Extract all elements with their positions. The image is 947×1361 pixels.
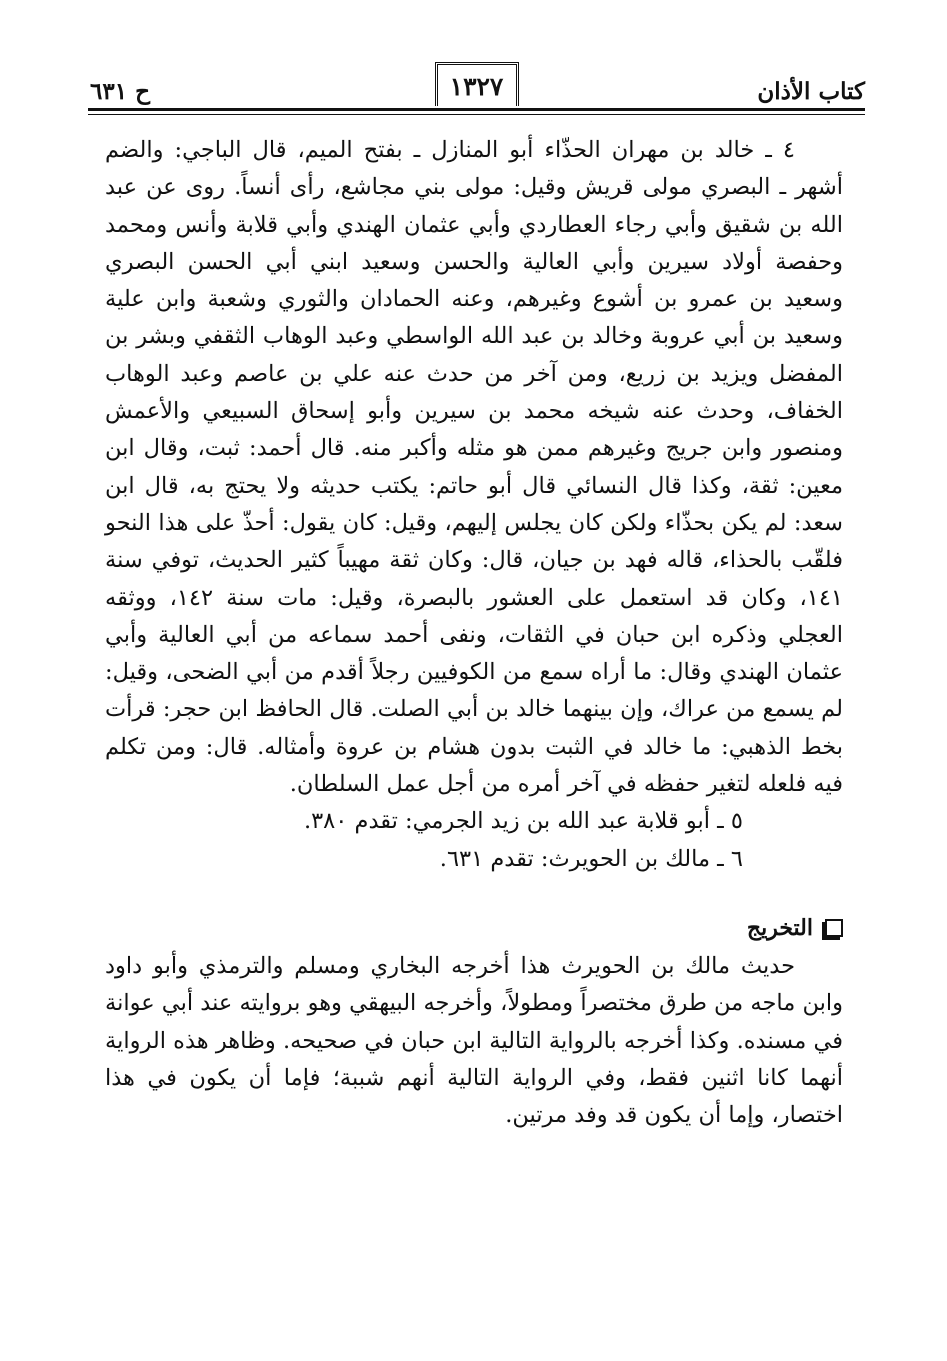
narrator-reference-5: ٥ ـ أبو قلابة عبد الله بن زيد الجرمي: تقدم ٣٨٠. [303, 808, 743, 835]
takhrij-text: حديث مالك بن الحويرث هذا أخرجه البخاري ومسلم والترمذي وأبو داود وابن ماجه من طرق مختصراً ومطولاً، وأخرجه البيهقي وهو بروايته عند أبي عوانة في مسنده. وكذا أخرجه بالرواية التالية ابن حبان في صحيحه. وظاهر هذه الرواية أنهما كانا اثنين فقط، وفي الرواية التالية أنهم شببة؛ فإما أن يكون في هذا اختصار، وإما أن يكون قد وفد مرتين. [105, 952, 843, 1129]
takhrij-heading [105, 908, 843, 948]
header-rule-thin [88, 114, 865, 115]
header-rule [88, 108, 865, 111]
page-header [88, 70, 865, 120]
hadith-reference: ح ٦٣١ [90, 78, 150, 105]
narrator-reference-6: ٦ ـ مالك بن الحويرث: تقدم ٦٣١. [439, 845, 743, 872]
square-bullet-icon [825, 919, 843, 937]
page-content [105, 132, 843, 1134]
takhrij-heading-label: التخريج [746, 914, 813, 941]
page-number: ١٣٢٧ [435, 62, 519, 106]
narrator-biography: ٤ ـ خالد بن مهران الحذّاء أبو المنازل ـ بفتح الميم، قال الباجي: والضم أشهر ـ البصري مولى قريش وقيل: مولى بني مجاشع، رأى أنساً. روى عن عبد الله بن شقيق وأبي رجاء العطاردي وأبي عثمان الهندي وأبي قلابة وأنس ومحمد وحفصة أولاد سيرين وأبي العالية والحسن وسعيد ابني أبي الحسن البصري وسعيد بن عمرو بن أشوع وغيرهم، وعنه الحمادان والثوري وشعبة وابن علية وسعيد بن أبي عروبة وخالد بن عبد الله الواسطي وعبد الوهاب الثقفي وبشر بن المفضل ويزيد بن زريع، ومن آخر من حدث عنه علي بن عاصم وعبد الوهاب الخفاف، وحدث عنه شيخه محمد بن سيرين وأبو إسحاق السبيعي والأعمش ومنصور وابن جريج وغيرهم ممن هو مثله وأكبر منه. قال أحمد: ثبت، وقال ابن معين: ثقة، وكذا قال النسائي قال أبو حاتم: يكتب حديثه ولا يحتج به، قال ابن سعد: لم يكن بحذّاء ولكن كان يجلس إليهم، وقيل: كان يقول: أحذّ على هذا النحو فلقّب بالحذاء، قاله فهد بن جيان، قال: وكان ثقة مهيباً كثير الحديث، توفي سنة ١٤١، وكان قد استعمل على العشور بالبصرة، وقيل: مات سنة ١٤٢، ووثقه العجلي وذكره ابن حبان في الثقات، ونفى أحمد سماعه من أبي العالية وأبي عثمان الهندي وقال: ما أراه سمع من الكوفيين رجلاً أقدم من أبي الضحى، وقيل: لم يسمع من عراك، وإن بينهما خالد بن أبي الصلت. قال الحافظ ابن حجر: قرأت بخط الذهبي: ما خالد في الثبت بدون هشام بن عروة وأمثاله. قال: ومن تكلم فيه فلعله لتغير حفظه في آخر أمره من أجل عمل السلطان. [105, 137, 843, 798]
book-title: كتاب الأذان [757, 78, 865, 105]
